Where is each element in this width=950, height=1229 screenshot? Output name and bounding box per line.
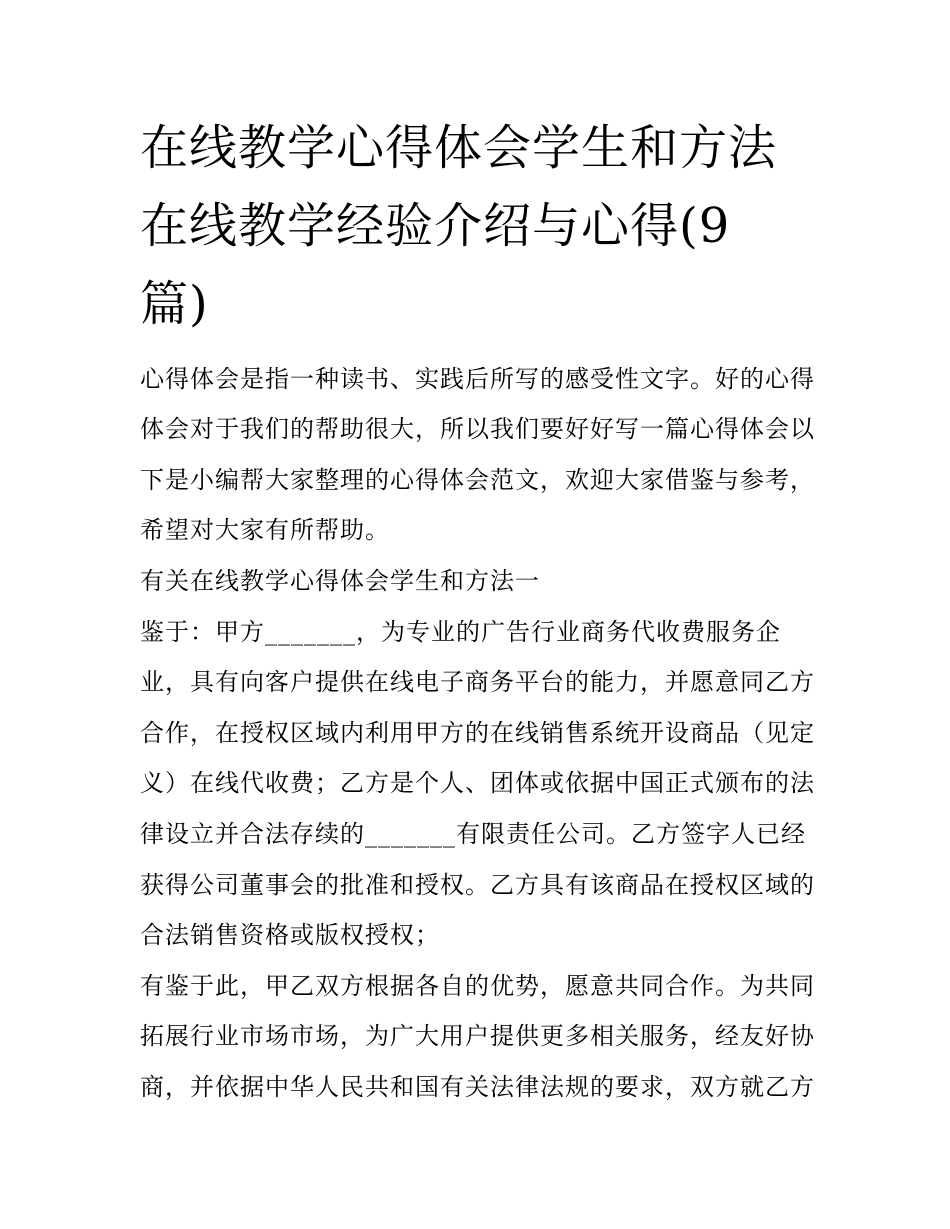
body-line-8: 合作，在授权区域内利用甲方的在线销售系统开设商品（见定 (140, 719, 815, 747)
body-line-6: 鉴于：甲方_______，为专业的广告行业商务代收费服务企 (140, 618, 781, 646)
body-line-14: 拓展行业市场市场，为广大用户提供更多相关服务，经友好协 (140, 1022, 815, 1050)
body-line-4: 希望对大家有所帮助。 (140, 516, 390, 544)
body-line-3: 下是小编帮大家整理的心得体会范文，欢迎大家借鉴与参考， (140, 466, 815, 494)
body-line-13: 有鉴于此，甲乙双方根据各自的优势，愿意共同合作。为共同 (140, 972, 815, 1000)
section-heading: 有关在线教学心得体会学生和方法一 (140, 567, 540, 595)
title-line-1: 在线教学心得体会学生和方法 (140, 120, 778, 176)
body-line-15: 商，并依据中华人民共和国有关法律法规的要求，双方就乙方 (140, 1073, 815, 1101)
body-line-9: 义）在线代收费；乙方是个人、团体或依据中国正式颁布的法 (140, 769, 815, 797)
title-line-3: 篇) (140, 276, 209, 332)
body-line-11: 获得公司董事会的批准和授权。乙方具有该商品在授权区域的 (140, 871, 815, 899)
body-line-1: 心得体会是指一种读书、实践后所写的感受性文字。好的心得 (140, 365, 815, 393)
body-line-12: 合法销售资格或版权授权； (140, 921, 440, 949)
title-line-2: 在线教学经验介绍与心得(9 (140, 198, 731, 254)
body-line-7: 业，具有向客户提供在线电子商务平台的能力，并愿意同乙方 (140, 668, 815, 696)
body-line-2: 体会对于我们的帮助很大，所以我们要好好写一篇心得体会以 (140, 415, 815, 443)
body-line-10: 律设立并合法存续的_______有限责任公司。乙方签字人已经 (140, 820, 806, 848)
